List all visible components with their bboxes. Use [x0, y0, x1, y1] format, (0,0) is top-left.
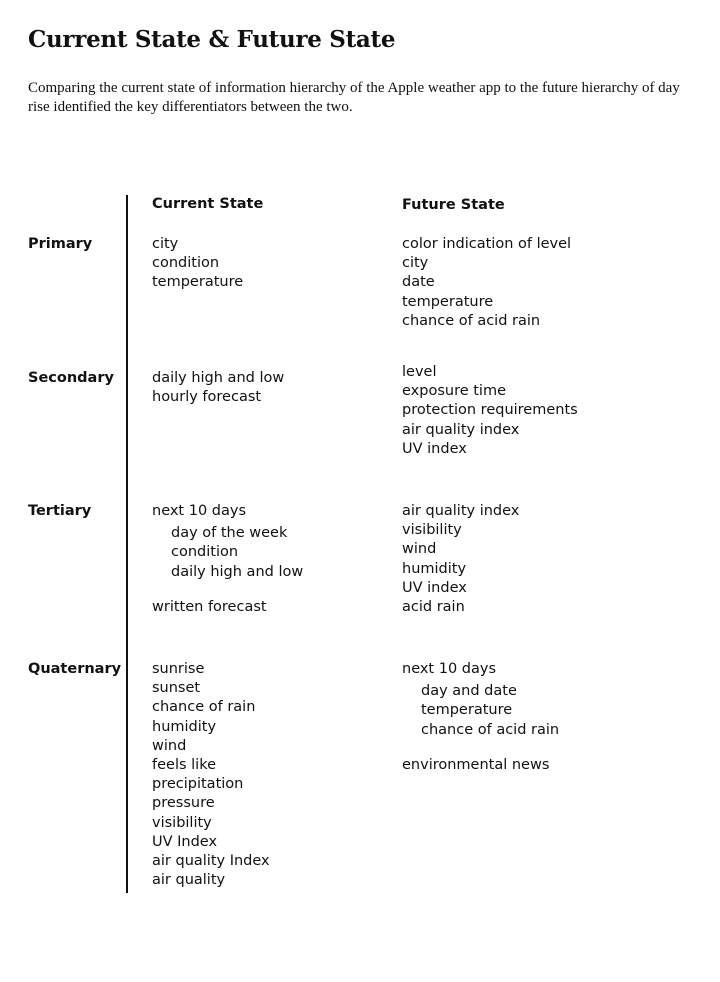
list-item: air quality [152, 872, 226, 889]
primary-future-list [402, 235, 571, 331]
page-title: Current State & Future State [28, 26, 396, 53]
list-item: humidity [402, 560, 467, 577]
row-label-primary: Primary [28, 236, 93, 252]
list-subitem: temperature [421, 702, 513, 719]
secondary-current-list [152, 369, 284, 407]
list-item: exposure time [402, 383, 506, 400]
vertical-divider [126, 195, 128, 893]
list-item: pressure [152, 795, 215, 812]
list-subitem: day of the week [171, 525, 288, 542]
list-item: humidity [152, 718, 217, 735]
list-item: acid rain [402, 599, 465, 616]
list-item: wind [152, 737, 187, 754]
list-item: level [402, 364, 437, 380]
list-item: visibility [402, 522, 462, 539]
list-subitem: condition [171, 544, 239, 561]
list-item: temperature [152, 274, 244, 291]
list-item: sunset [152, 680, 201, 697]
list-item: visibility [152, 814, 212, 831]
list-item: air quality index [402, 421, 520, 438]
list-item: UV index [402, 440, 467, 457]
list-item: wind [402, 541, 437, 558]
tertiary-future-list [402, 502, 519, 617]
list-item: chance of rain [152, 699, 256, 716]
row-label-tertiary: Tertiary [28, 503, 92, 519]
list-item: date [402, 274, 435, 291]
list-item: UV Index [152, 833, 218, 850]
list-item: color indication of level [402, 236, 572, 252]
list-item: city [402, 255, 429, 272]
list-item: hourly forecast [152, 389, 262, 406]
list-subitem: daily high and low [171, 563, 304, 580]
quaternary-future-list [402, 660, 559, 775]
column-header-current: Current State [152, 196, 264, 212]
quaternary-current-list [152, 660, 270, 890]
list-item: environmental news [402, 756, 550, 773]
list-subitem: day and date [421, 683, 517, 700]
list-item: UV index [402, 579, 467, 596]
row-label-secondary: Secondary [28, 370, 114, 386]
list-item: next 10 days [402, 661, 497, 677]
list-item: sunrise [152, 661, 205, 677]
list-item: feels like [152, 757, 216, 774]
list-item: written forecast [152, 598, 267, 615]
list-item: protection requirements [402, 402, 578, 419]
intro-paragraph: Comparing the current state of information hierarchy of the Apple weather app to the future hierarchy of day rise identified the key differentiators between the two. [28, 80, 680, 115]
list-subitem: chance of acid rain [421, 721, 560, 738]
list-item: city [152, 236, 179, 252]
tertiary-current-list [152, 502, 303, 617]
list-item: air quality index [402, 503, 520, 519]
list-item: precipitation [152, 776, 244, 793]
list-item: next 10 days [152, 503, 247, 519]
column-header-future: Future State [402, 197, 505, 213]
list-item: daily high and low [152, 370, 285, 386]
primary-current-list [152, 235, 243, 293]
list-item: condition [152, 255, 220, 272]
list-item: temperature [402, 293, 494, 310]
list-item: air quality Index [152, 853, 270, 870]
list-item: chance of acid rain [402, 312, 541, 329]
secondary-future-list [402, 363, 578, 459]
row-label-quaternary: Quaternary [28, 661, 122, 677]
